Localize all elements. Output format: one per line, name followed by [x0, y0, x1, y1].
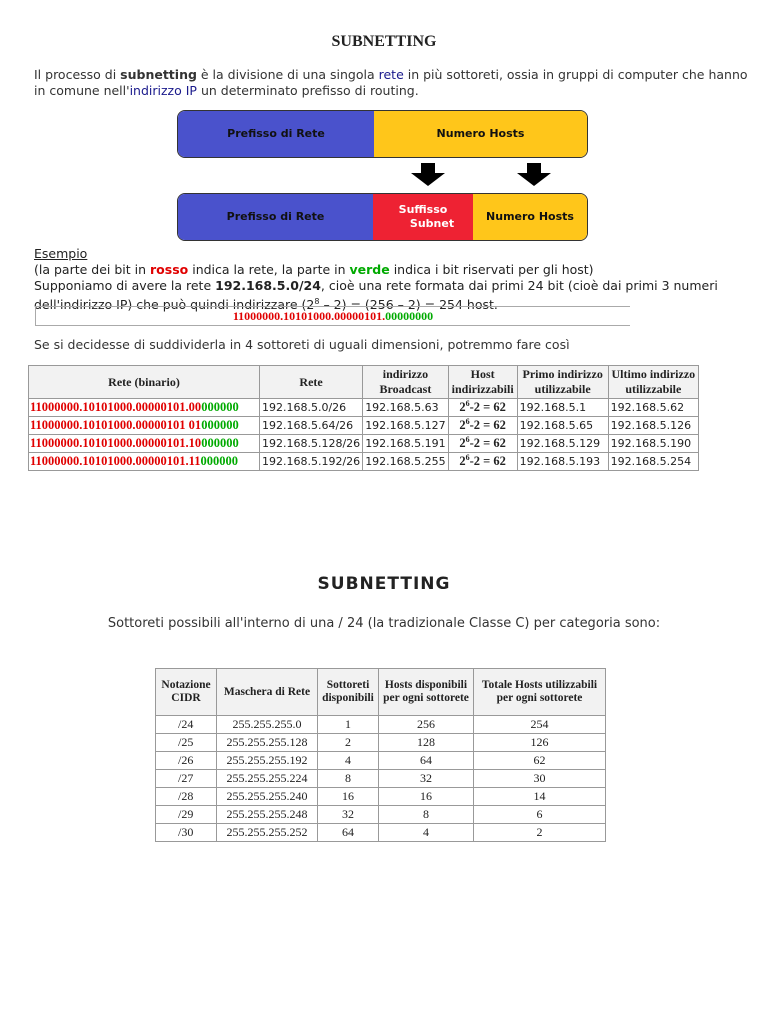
cell-last: 192.168.5.254 [608, 453, 698, 471]
cell-cidr: /27 [156, 770, 217, 788]
segment-numero-hosts: Numero Hosts [473, 194, 587, 240]
bin-green: 000000 [201, 418, 239, 432]
cell-maschera: 255.255.255.128 [217, 734, 318, 752]
cell-sottoreti: 64 [318, 824, 379, 842]
cell-last: 192.168.5.190 [608, 435, 698, 453]
cell-hosts: 128 [379, 734, 474, 752]
table-row [29, 417, 699, 435]
header-rete-binario: Rete (binario) [29, 366, 260, 399]
cell-host [448, 453, 517, 471]
cell-broadcast: 192.168.5.127 [363, 417, 448, 435]
segment-prefisso-rete: Prefisso di Rete [178, 194, 373, 240]
table-header-row [156, 669, 606, 716]
cell-broadcast: 192.168.5.255 [363, 453, 448, 471]
header-broadcast: indirizzo Broadcast [363, 366, 448, 399]
cell-sottoreti: 4 [318, 752, 379, 770]
cell-sottoreti: 32 [318, 806, 379, 824]
section-intro: Sottoreti possibili all'interno di una / 24 (la tradizionale Classe C) per categoria sono: [107, 616, 661, 631]
table-row [156, 806, 606, 824]
header-ultimo: Ultimo indirizzo utilizzabile [608, 366, 698, 399]
cell-binary [29, 435, 260, 453]
cell-binary [29, 417, 260, 435]
cell-binary [29, 399, 260, 417]
bin-red: 11000000.10101000.00000101.00 [30, 400, 202, 414]
example-text: Supponiamo di avere la rete [34, 278, 216, 293]
section-title: SUBNETTING [317, 574, 451, 594]
header-sottoreti: Sottoreti disponibili [318, 669, 379, 716]
cell-totale: 62 [474, 752, 606, 770]
bin-green: 000000 [201, 400, 239, 414]
cell-host [448, 399, 517, 417]
bin-red: 11000000.10101000.00000101.10 [30, 436, 202, 450]
example-text: , cioè una rete formata dai primi 24 bit (cioè dai primi 3 numeri dell'indirizzo IP) che può quindi indirizzare (2 [34, 278, 718, 313]
table-row [156, 716, 606, 734]
intro-text: un determinato prefisso di routing. [196, 83, 419, 98]
example-text: indica la rete, la parte in [188, 262, 350, 277]
host-value: -2 = 62 [469, 454, 506, 469]
header-host: Host indirizzabili [448, 366, 517, 399]
intro-text: è la divisione di una singola [196, 67, 379, 82]
host-base: 2 [459, 436, 466, 451]
header-maschera: Maschera di Rete [217, 669, 318, 716]
cell-rete: 192.168.5.0/26 [260, 399, 363, 417]
cell-maschera: 255.255.255.192 [217, 752, 318, 770]
cell-hosts: 16 [379, 788, 474, 806]
table-row [156, 788, 606, 806]
diagram-bottom-bar [177, 193, 588, 241]
cell-maschera: 255.255.255.0 [217, 716, 318, 734]
host-base: 2 [459, 454, 466, 469]
example-text: indica i bit riservati per gli host) [389, 262, 594, 277]
cell-broadcast: 192.168.5.191 [363, 435, 448, 453]
cell-maschera: 255.255.255.224 [217, 770, 318, 788]
page-title: SUBNETTING [331, 33, 437, 50]
table-row [29, 453, 699, 471]
host-exp: 6 [465, 435, 470, 445]
segment-prefisso-rete: Prefisso di Rete [178, 111, 374, 157]
subnet-table [28, 365, 699, 471]
host-base: 2 [459, 400, 466, 415]
cell-hosts: 64 [379, 752, 474, 770]
cell-first: 192.168.5.193 [517, 453, 608, 471]
header-primo: Primo indirizzo utilizzabile [517, 366, 608, 399]
cell-maschera: 255.255.255.248 [217, 806, 318, 824]
binary-network-bits: 11000000.10101000.00000101. [232, 309, 386, 323]
cell-totale: 2 [474, 824, 606, 842]
bin-green: 000000 [201, 436, 239, 450]
subnet-label: Subnet [409, 217, 455, 230]
example-text: – 2) = (256 – 2) = 254 host. [319, 297, 498, 313]
bin-green: 000000 [200, 454, 238, 468]
cell-maschera: 255.255.255.240 [217, 788, 318, 806]
cell-first: 192.168.5.129 [517, 435, 608, 453]
cell-cidr: /28 [156, 788, 217, 806]
cell-cidr: /26 [156, 752, 217, 770]
binary-host-bits: 00000000 [385, 309, 434, 323]
host-exp: 6 [465, 399, 470, 409]
header-rete: Rete [260, 366, 363, 399]
host-base: 2 [459, 418, 466, 433]
cell-hosts: 32 [379, 770, 474, 788]
cell-totale: 14 [474, 788, 606, 806]
cell-broadcast: 192.168.5.63 [363, 399, 448, 417]
table-row [156, 752, 606, 770]
example-block [34, 246, 754, 313]
cell-host [448, 417, 517, 435]
cell-totale: 6 [474, 806, 606, 824]
bin-red: 11000000.10101000.00000101 01 [30, 418, 202, 432]
intro-text: in più sottoreti, ossia in gruppi di computer che hanno in comune nell' [34, 67, 748, 98]
word-rosso: rosso [150, 262, 189, 277]
table-row [156, 824, 606, 842]
exponent: 8 [314, 297, 320, 306]
host-exp: 6 [465, 417, 470, 427]
cell-rete: 192.168.5.192/26 [260, 453, 363, 471]
cell-last: 192.168.5.126 [608, 417, 698, 435]
cell-first: 192.168.5.1 [517, 399, 608, 417]
header-cidr: Notazione CIDR [156, 669, 217, 716]
host-exp: 6 [465, 453, 470, 463]
example-network: 192.168.5.0/24 [215, 278, 321, 293]
intro-bold-subnetting: subnetting [120, 67, 197, 82]
cell-sottoreti: 8 [318, 770, 379, 788]
segment-numero-hosts: Numero Hosts [374, 111, 587, 157]
table-header-row [29, 366, 699, 399]
link-indirizzo-ip[interactable]: indirizzo IP [129, 83, 197, 98]
cell-cidr: /29 [156, 806, 217, 824]
table-row [29, 399, 699, 417]
cell-sottoreti: 16 [318, 788, 379, 806]
bin-red: 11000000.10101000.00000101.11 [30, 454, 201, 468]
host-value: -2 = 62 [469, 436, 506, 451]
cell-hosts: 4 [379, 824, 474, 842]
cell-rete: 192.168.5.64/26 [260, 417, 363, 435]
word-verde: verde [349, 262, 390, 277]
link-rete[interactable]: rete [378, 67, 404, 82]
cell-totale: 30 [474, 770, 606, 788]
header-hosts: Hosts disponibili per ogni sottorete [379, 669, 474, 716]
cell-cidr: /30 [156, 824, 217, 842]
suffisso-label: Suffisso [398, 203, 448, 216]
cell-hosts: 256 [379, 716, 474, 734]
cidr-table [155, 668, 606, 842]
table-row [29, 435, 699, 453]
cell-cidr: /25 [156, 734, 217, 752]
segment-suffisso-subnet [373, 194, 473, 240]
example-heading: Esempio [34, 246, 88, 261]
cell-first: 192.168.5.65 [517, 417, 608, 435]
example-text: (la parte dei bit in [34, 262, 151, 277]
cell-totale: 254 [474, 716, 606, 734]
intro-paragraph [34, 67, 754, 99]
diagram-top-bar [177, 110, 588, 158]
host-value: -2 = 62 [469, 400, 506, 415]
cell-sottoreti: 2 [318, 734, 379, 752]
cell-last: 192.168.5.62 [608, 399, 698, 417]
table-row [156, 770, 606, 788]
cell-rete: 192.168.5.128/26 [260, 435, 363, 453]
header-totale: Totale Hosts utilizzabili per ogni sottorete [474, 669, 606, 716]
cell-binary [29, 453, 260, 471]
cell-totale: 126 [474, 734, 606, 752]
cell-host [448, 435, 517, 453]
split-text: Se si decidesse di suddividerla in 4 sottoreti di uguali dimensioni, potremmo fare così [34, 337, 570, 352]
binary-address-box [35, 306, 630, 326]
intro-text: Il processo di [34, 67, 121, 82]
cell-hosts: 8 [379, 806, 474, 824]
cell-maschera: 255.255.255.252 [217, 824, 318, 842]
table-row [156, 734, 606, 752]
cell-cidr: /24 [156, 716, 217, 734]
cell-sottoreti: 1 [318, 716, 379, 734]
host-value: -2 = 62 [469, 418, 506, 433]
